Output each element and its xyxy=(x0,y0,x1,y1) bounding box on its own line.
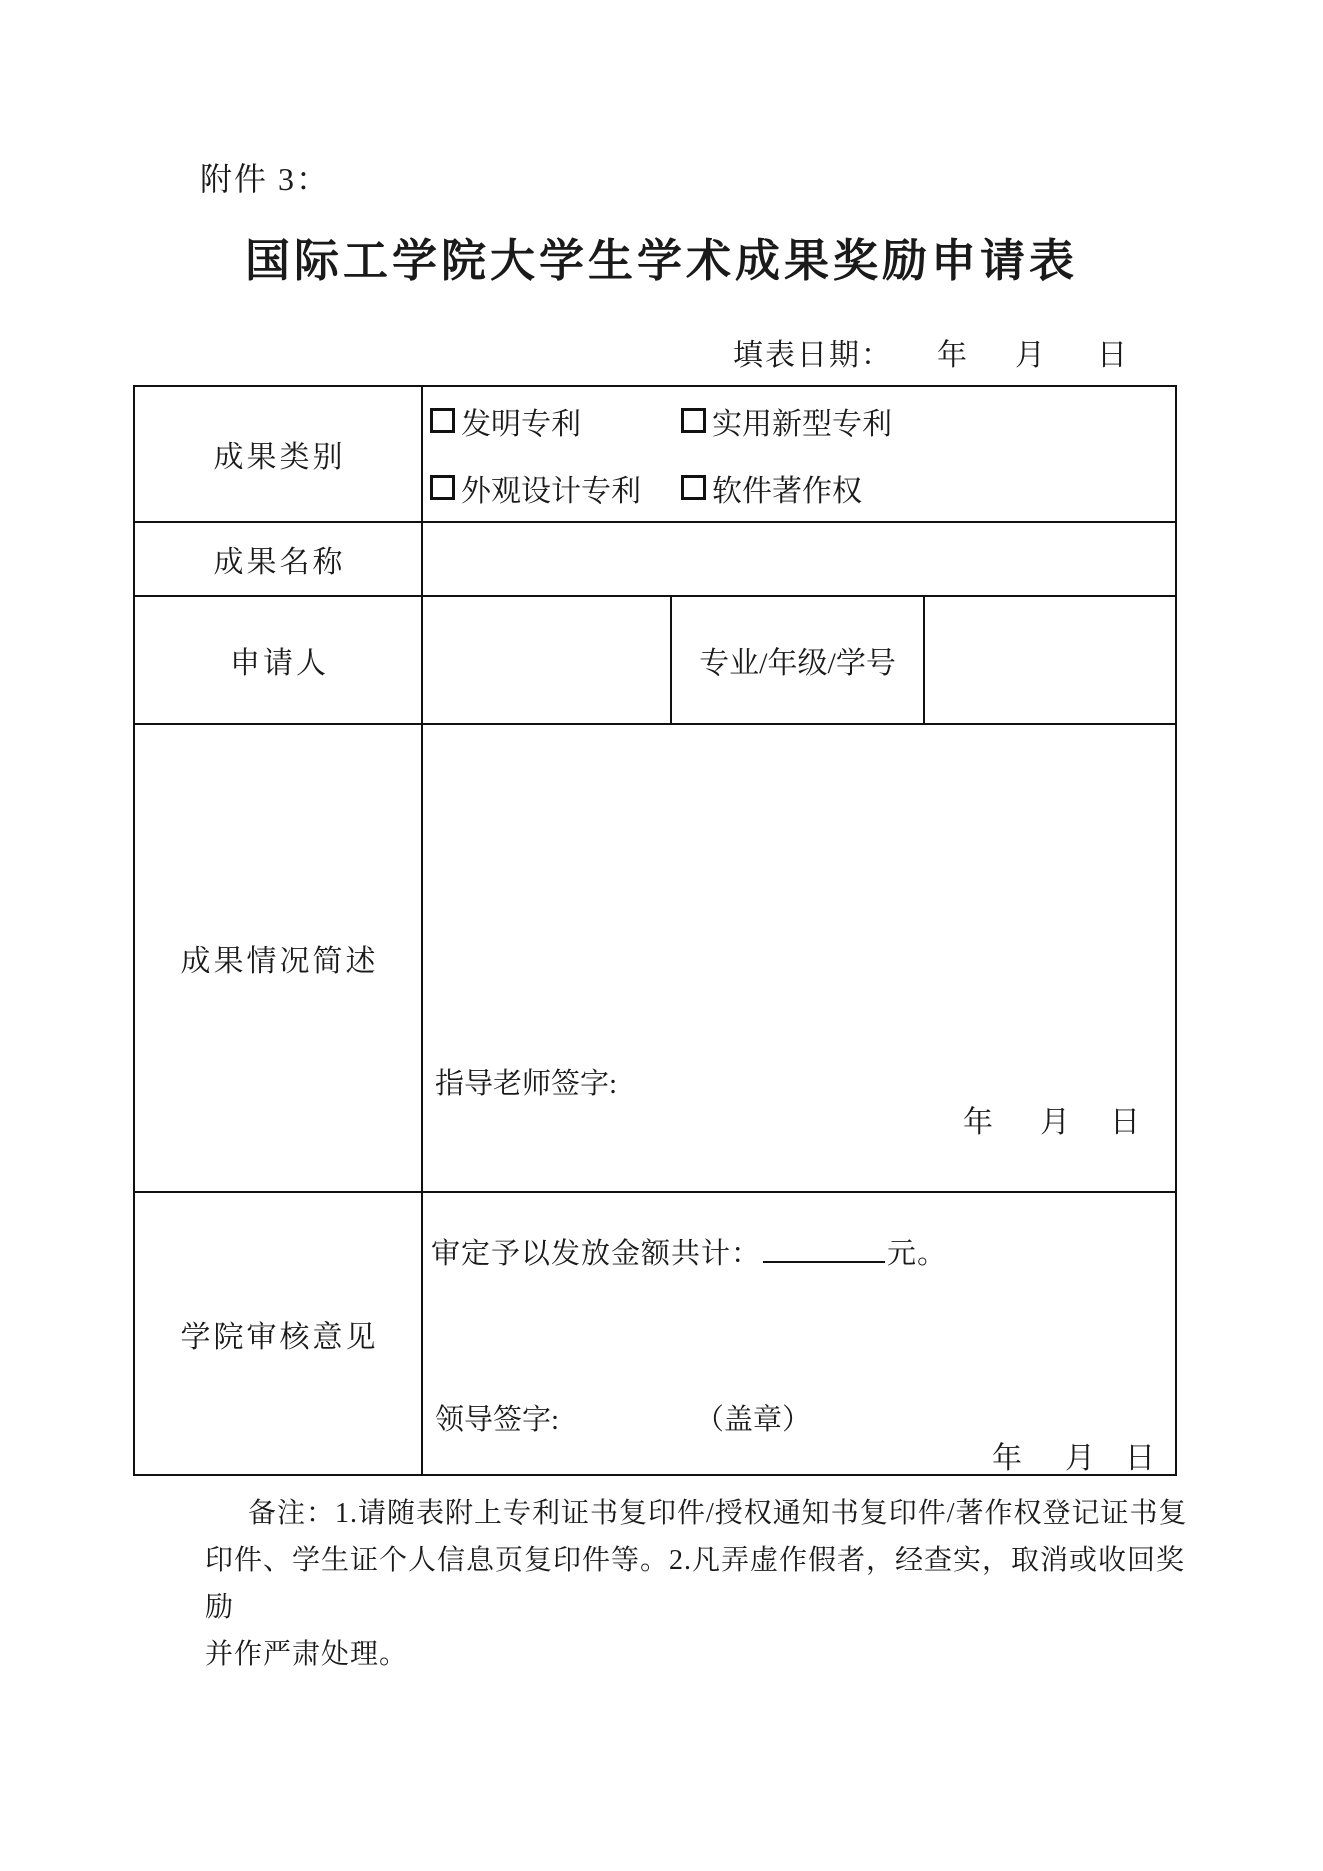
fill-date-label: 填表日期： xyxy=(733,339,893,372)
checkbox-icon[interactable] xyxy=(430,475,455,500)
table-row-category xyxy=(135,387,1175,523)
leader-sign-label: 领导签字: xyxy=(435,1404,560,1436)
form-title: 国际工学院大学生学术成果奖励申请表 xyxy=(244,236,1078,286)
fill-date-month-label: 月 xyxy=(1015,339,1045,372)
applicant-major-label: 专业/年级/学号 xyxy=(699,647,896,680)
summary-label-cell xyxy=(135,725,423,1191)
applicant-label-cell xyxy=(135,597,423,723)
review-month-label: 月 xyxy=(1065,1442,1095,1475)
category-label: 成果类别 xyxy=(213,441,346,474)
applicant-major-input-cell[interactable] xyxy=(925,597,1179,723)
note-line-3: 并作严肃处理。 xyxy=(205,1639,409,1670)
option-label: 发明专利 xyxy=(461,407,581,441)
summary-label: 成果情况简述 xyxy=(180,945,379,978)
option-label: 外观设计专利 xyxy=(461,474,641,508)
checkbox-icon[interactable] xyxy=(681,408,706,433)
applicant-name-input-cell[interactable] xyxy=(423,597,672,723)
summary-day-label: 日 xyxy=(1110,1106,1140,1139)
notes xyxy=(205,1490,1190,1678)
fill-date-day-label: 日 xyxy=(1097,339,1127,372)
summary-input-cell[interactable] xyxy=(423,725,1175,1191)
table-row-review xyxy=(135,1193,1175,1474)
review-year-label: 年 xyxy=(992,1442,1022,1475)
amount-line xyxy=(431,1231,947,1272)
option-invention-patent[interactable] xyxy=(430,399,681,443)
amount-suffix: 元。 xyxy=(887,1238,948,1270)
table-row-achievement-name xyxy=(135,523,1175,597)
option-software-copyright[interactable] xyxy=(681,466,862,510)
application-table xyxy=(133,385,1177,1476)
advisor-sign-label: 指导老师签字: xyxy=(435,1068,618,1100)
option-design-patent[interactable] xyxy=(430,466,681,510)
summary-year-label: 年 xyxy=(963,1106,993,1139)
category-label-cell xyxy=(135,387,423,521)
checkbox-icon[interactable] xyxy=(430,408,455,433)
attachment-label: 附件 3： xyxy=(200,161,331,197)
achievement-name-label: 成果名称 xyxy=(213,546,346,579)
checkbox-icon[interactable] xyxy=(681,475,706,500)
review-label-cell xyxy=(135,1193,423,1474)
category-options-line-1 xyxy=(430,387,1175,454)
option-label: 软件著作权 xyxy=(712,474,862,508)
review-input-cell[interactable] xyxy=(423,1193,1175,1474)
review-day-label: 日 xyxy=(1125,1442,1155,1475)
option-utility-model-patent[interactable] xyxy=(681,399,892,443)
achievement-name-label-cell xyxy=(135,523,423,595)
amount-prefix: 审定予以发放金额共计： xyxy=(431,1238,762,1270)
note-line-2: 印件、学生证个人信息页复印件等。2.凡弄虚作假者，经查实，取消或收回奖励 xyxy=(205,1545,1186,1623)
table-row-summary xyxy=(135,725,1175,1193)
category-options-line-2 xyxy=(430,454,1175,521)
note-line-1: 备注：1.请随表附上专利证书复印件/授权通知书复印件/著作权登记证书复 xyxy=(248,1498,1188,1529)
seal-label: （盖章） xyxy=(695,1404,812,1436)
category-options-cell xyxy=(423,387,1175,521)
review-label: 学院审核意见 xyxy=(180,1320,379,1354)
applicant-label: 申请人 xyxy=(230,647,329,680)
table-row-applicant xyxy=(135,597,1175,725)
fill-date-year-label: 年 xyxy=(937,339,967,372)
summary-month-label: 月 xyxy=(1040,1106,1070,1139)
option-label: 实用新型专利 xyxy=(712,407,892,441)
amount-blank-field[interactable] xyxy=(763,1237,885,1263)
applicant-major-label-cell xyxy=(672,597,925,723)
achievement-name-input-cell[interactable] xyxy=(423,523,1175,595)
